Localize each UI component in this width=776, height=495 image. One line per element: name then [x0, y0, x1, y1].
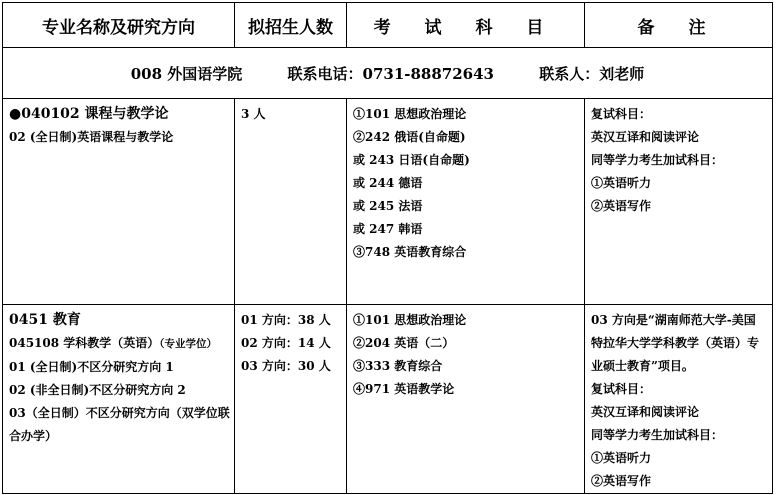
subject-item: ①101 思想政治理论 [353, 313, 467, 327]
notes-cell [585, 99, 773, 305]
table-row [3, 99, 773, 305]
header-row [3, 3, 773, 48]
subject-item: ③748 英语教育综合 [353, 245, 467, 259]
major-sub-code: 045108 学科教学（英语） [9, 336, 160, 350]
header-enrollment: 拟招生人数 [235, 3, 347, 48]
header-notes: 备 注 [585, 3, 773, 48]
major-direction: 02 (全日制)英语课程与教学论 [9, 130, 174, 144]
contact-person: 联系人：刘老师 [539, 64, 645, 83]
note-item: ①英语听力 [591, 451, 652, 465]
subject-item: ②204 英语（二） [353, 336, 455, 350]
program-note: 03 方向是“湖南师范大学-美国特拉华大学学科教学（英语）专业硕士教育”项目。 [591, 313, 760, 373]
table-row [3, 305, 773, 494]
contact-phone: 联系电话：0731-88872643 [287, 64, 494, 83]
enrollment-count: 01 方向：38 人 [241, 313, 331, 327]
note-item: 英汉互译和阅读评论 [591, 405, 700, 419]
subject-item: 或 245 法语 [353, 199, 423, 213]
school-name: 008 外国语学院 [130, 64, 243, 83]
note-item: 复试科目： [591, 382, 652, 396]
note-item: 复试科目： [591, 107, 652, 121]
header-subjects: 考 试 科 目 [347, 3, 585, 48]
note-item: 英汉互译和阅读评论 [591, 130, 700, 144]
note-item: ②英语写作 [591, 199, 652, 213]
major-direction: 01 (全日制)不区分研究方向 1 [9, 360, 174, 374]
major-cell [3, 99, 235, 305]
subject-item: ③333 教育综合 [353, 359, 443, 373]
note-item: ①英语听力 [591, 176, 652, 190]
subject-item: ④971 英语教学论 [353, 382, 455, 396]
major-title: 0451 教育 [9, 312, 81, 328]
enrollment-cell [235, 305, 347, 494]
degree-tag: （专业学位） [159, 338, 218, 350]
school-info [3, 48, 773, 99]
subjects-cell [347, 99, 585, 305]
major-direction: 03（全日制）不区分研究方向（双学位联合办学） [9, 406, 230, 443]
enrollment-cell [235, 99, 347, 305]
header-major: 专业名称及研究方向 [3, 3, 235, 48]
major-direction: 02 (非全日制)不区分研究方向 2 [9, 383, 186, 397]
subject-item: 或 244 德语 [353, 176, 423, 190]
subject-item: ①101 思想政治理论 [353, 107, 467, 121]
school-info-row [3, 48, 773, 99]
major-cell [3, 305, 235, 494]
subject-item: 或 243 日语(自命题) [353, 153, 470, 167]
enrollment-count: 3 人 [241, 107, 266, 121]
major-title: ●040102 课程与教学论 [9, 106, 169, 122]
notes-cell [585, 305, 773, 494]
subject-item: 或 247 韩语 [353, 222, 423, 236]
enrollment-table [2, 2, 773, 494]
note-item: 同等学力考生加试科目： [591, 428, 724, 442]
note-item: ②英语写作 [591, 474, 652, 488]
enrollment-count: 02 方向：14 人 [241, 336, 331, 350]
subjects-cell [347, 305, 585, 494]
note-item: 同等学力考生加试科目： [591, 153, 724, 167]
subject-item: ②242 俄语(自命题) [353, 130, 466, 144]
enrollment-count: 03 方向：30 人 [241, 359, 331, 373]
